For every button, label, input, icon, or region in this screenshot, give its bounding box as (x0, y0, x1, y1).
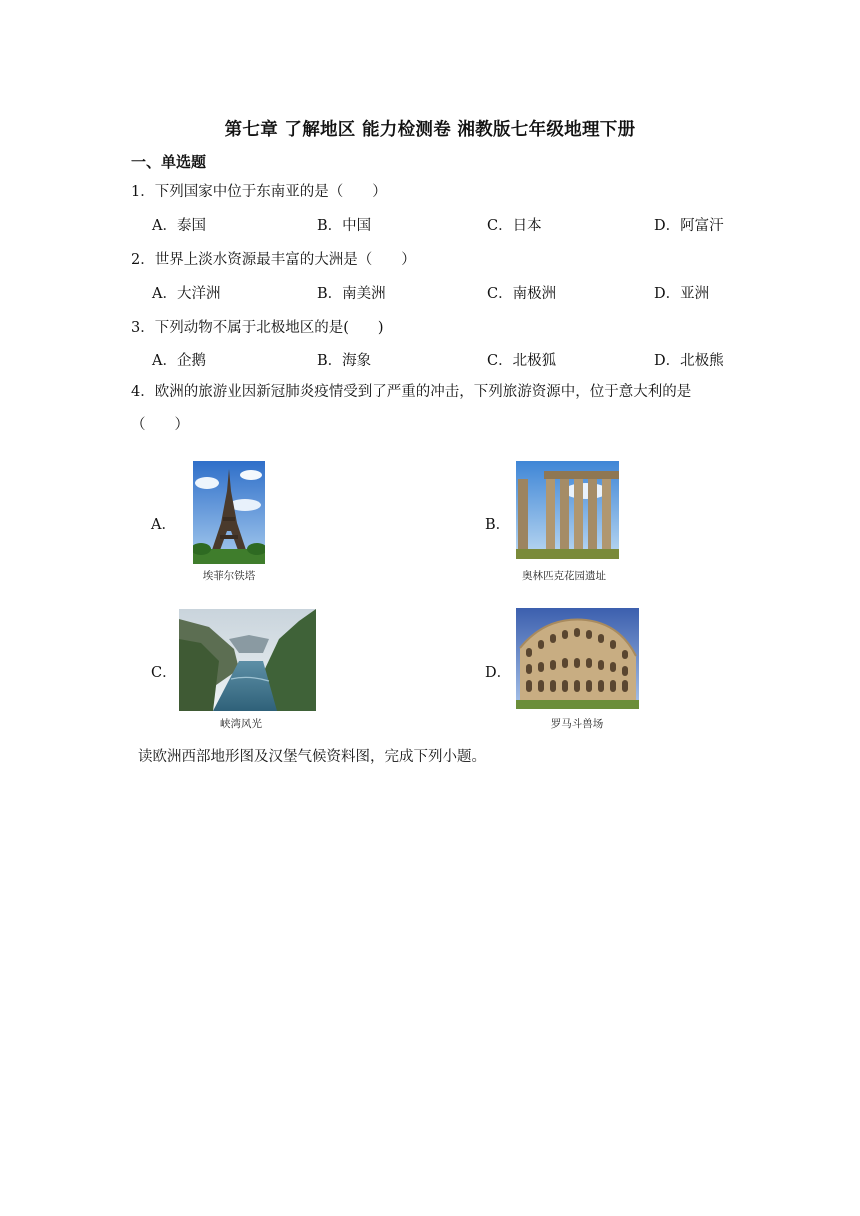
question-2-stem: 2．世界上淡水资源最丰富的大洲是（ ） (131, 252, 416, 268)
question-4-option-b-label[interactable]: B． (485, 517, 511, 533)
question-2-option-c[interactable]: C．南极洲 (487, 286, 557, 302)
question-2-option-b[interactable]: B．南美洲 (317, 286, 386, 302)
question-3-option-b[interactable]: B．海象 (317, 353, 372, 369)
question-1-option-b[interactable]: B．中国 (317, 218, 372, 234)
page-title: 第七章 了解地区 能力检测卷 湘教版七年级地理下册 (224, 120, 636, 140)
question-4-option-a-caption: 埃菲尔铁塔 (202, 570, 256, 582)
question-1-option-c[interactable]: C．日本 (487, 218, 542, 234)
eiffel-tower-photo[interactable] (193, 461, 265, 564)
question-1-option-a[interactable]: A．泰国 (152, 218, 206, 234)
reading-instruction: 读欧洲西部地形图及汉堡气候资料图，完成下列小题。 (138, 749, 486, 765)
question-1-option-d[interactable]: D．阿富汗 (654, 218, 724, 234)
question-3-stem: 3．下列动物不属于北极地区的是( ) (131, 320, 384, 336)
question-2-option-d[interactable]: D．亚洲 (654, 286, 710, 302)
question-4-option-b-caption: 奥林匹克花园遗址 (522, 570, 606, 582)
question-4-option-c-caption: 峡湾风光 (220, 718, 262, 730)
question-2-option-a[interactable]: A．大洋洲 (152, 286, 221, 302)
question-4-option-a-label[interactable]: A． (151, 517, 176, 533)
question-3-option-d[interactable]: D．北极熊 (654, 353, 724, 369)
question-3-option-a[interactable]: A．企鹅 (152, 353, 206, 369)
fjord-landscape-photo[interactable] (179, 609, 316, 711)
question-4-stem: 4．欧洲的旅游业因新冠肺炎疫情受到了严重的冲击，下列旅游资源中，位于意大利的是（ ） (131, 384, 692, 433)
question-4-option-c-label[interactable]: C． (151, 665, 177, 681)
question-4-option-d-label[interactable]: D． (485, 665, 512, 681)
question-3-option-c[interactable]: C．北极狐 (487, 353, 557, 369)
greek-temple-ruins-photo[interactable] (516, 461, 619, 559)
question-4-option-d-caption: 罗马斗兽场 (550, 718, 604, 730)
colosseum-photo[interactable] (516, 608, 639, 709)
section-heading: 一、单选题 (131, 153, 207, 171)
question-1-stem: 1．下列国家中位于东南亚的是（ ） (131, 184, 387, 200)
